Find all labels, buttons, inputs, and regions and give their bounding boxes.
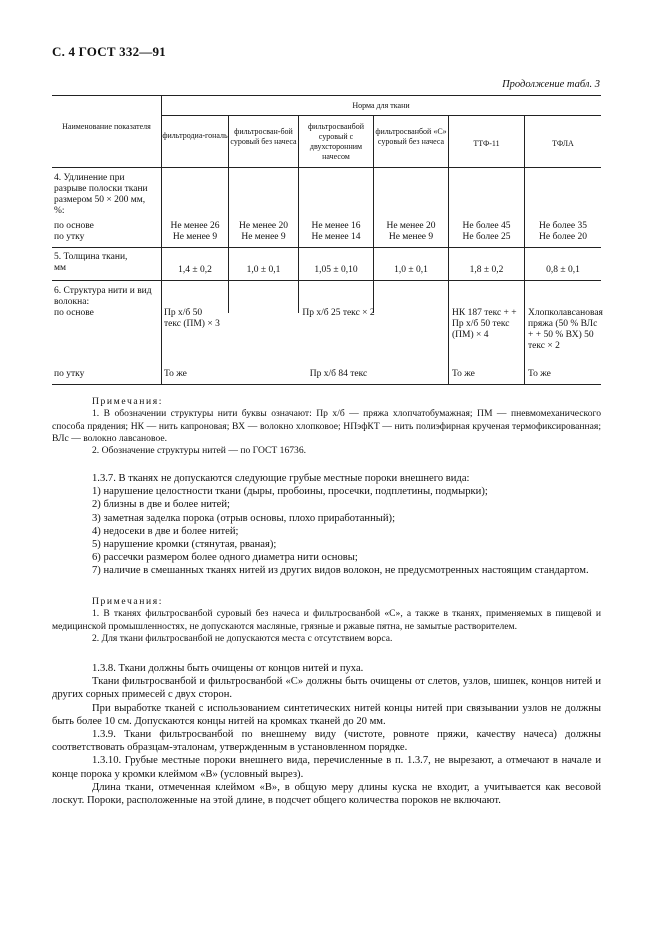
row4-sub-utok: по утку [54, 232, 85, 242]
notes-block-2 [52, 596, 601, 645]
section-intro: 1.3.7. В тканях не допускаются следующие грубые местные пороки внешнего вида: [92, 473, 470, 484]
list-item: 7) наличие в смешанных тканях нитей из других видов волокон, не предусмотренных настоящим стандартом. [92, 565, 589, 577]
row6-sub-utok: по утку [54, 369, 85, 379]
row4-utok-5: Не более 25 [462, 232, 511, 242]
note-item: 1. В обозначении структуры нити буквы означают: Пр х/б — пряжа хлопчатобумажная; ПМ — пневмомеханического способа прядения; НК — нить капроновая; ВХ — волокно хлопковое; НПэфКТ — нить полиэфирная крученая термофиксированная; ВЛс — волокно лавсановое. [52, 408, 601, 444]
paragraph: Ткани фильтросванбой и фильтросванбой «С» должны быть очищены от слетов, узлов, шишек, концов нитей и других сорных примесей с двух сторон. [52, 676, 601, 701]
row5-name: 5. Толщина ткани, мм [54, 252, 128, 273]
row4-osnova-1: Не менее 26 [170, 221, 220, 231]
row6-sub-osnova: по основе [54, 308, 94, 318]
table-continuation-label: Продолжение табл. 3 [502, 79, 600, 90]
list-item: 6) рассечки размером более одного диаметра нити основы; [92, 552, 358, 564]
list-item: 2) близны в две и более нитей; [92, 499, 230, 511]
row6-utok-5: То же [452, 369, 475, 379]
fabric-header-2: фильтросван-бой суровый без начеса [230, 127, 297, 146]
row4-osnova-6: Не более 35 [539, 221, 587, 231]
paragraph: 1.3.8. Ткани должны быть очищены от концов нитей и пуха. [92, 663, 364, 674]
note-item: 1. В тканях фильтросванбой суровый без начеса и фильтросванбой «С», а также в тканях, применяемых в пищевой и медицинской промышленностях, не допускаются масляные, грязные и ржавые пятна, не замытые растворителем. [52, 608, 601, 632]
row6-utok-merged: Пр х/б 84 текс [309, 369, 368, 379]
row6-osnova-6: Хлопколавсановая пряжа (50 % ВЛс + + 50 % ВХ) 50 текс × 2 [528, 308, 603, 351]
row4-osnova-4: Не менее 20 [386, 221, 436, 231]
row6-osnova-5: НК 187 текс + + Пр х/б 50 текс (ПМ) × 4 [452, 308, 517, 340]
row4-osnova-5: Не более 45 [462, 221, 511, 231]
row4-utok-3: Не менее 14 [311, 232, 361, 242]
row5-value-1: 1,4 ± 0,2 [178, 265, 212, 275]
section-1-3-7 [52, 472, 601, 578]
row6-osnova-1: Пр х/б 50 текс (ПМ) × 3 [164, 308, 220, 329]
row6-utok-1: То же [164, 369, 187, 379]
paragraph: Длина ткани, отмеченная клеймом «В», в общую меру длины куска не входит, а учитывается как весовой лоскут. Пороки, расположенные на этой длине, в подсчет общего количества пороков не включают. [52, 781, 601, 807]
paragraph: 1.3.9. Ткани фильтросванбой по внешнему виду (чистоте, ровноте пряжи, качеству начеса) должны соответствовать образцам-эталонам, утвержденным в установленном порядке. [52, 729, 601, 754]
paragraph: 1.3.10. Грубые местные пороки внешнего вида, перечисленные в п. 1.3.7, не вырезают, а отмечают в начале и конце порока у кромки клеймом «В» (условный вырез). [52, 755, 601, 780]
row5-value-5: 1,8 ± 0,2 [469, 265, 504, 275]
row6-utok-6: То же [528, 369, 551, 379]
row6-name: 6. Структура нити и вид волокна: [54, 286, 152, 307]
fabric-header-5: ТТФ-11 [473, 139, 500, 148]
row4-osnova-3: Не менее 16 [311, 221, 361, 231]
notes-title: Примечания: [92, 396, 163, 407]
row4-name: 4. Удлинение при разрыве полоски ткани размером 50 × 200 мм, %: [54, 173, 148, 216]
row4-sub-osnova: по основе [54, 221, 94, 231]
paragraph: При выработке тканей с использованием синтетических нитей концы нитей при связывании узлов не должны быть более 10 см. Допускаются концы нитей на кромках тканей до 20 мм. [52, 702, 601, 727]
row5-value-4: 1,0 ± 0,1 [394, 265, 428, 275]
list-item: 5) нарушение кромки (стянутая, рваная); [92, 539, 277, 551]
notes-block-1 [52, 396, 601, 457]
list-item: 3) заметная заделка порока (отрыв основы, плохо приработанный); [92, 512, 396, 524]
note-item: 2. Обозначение структуры нитей — по ГОСТ 16736. [92, 445, 307, 457]
fabric-header-6: ТФЛА [552, 139, 574, 148]
row4-utok-4: Не менее 9 [388, 232, 434, 242]
list-item: 1) нарушение целостности ткани (дыры, пробоины, просечки, подплетины, подмырки); [92, 486, 488, 498]
row4-utok-1: Не менее 9 [172, 232, 218, 242]
notes-title: Примечания: [92, 596, 163, 607]
list-item: 4) недосеки в две и более нитей; [92, 525, 239, 537]
row4-utok-2: Не менее 9 [241, 232, 286, 242]
row5-value-6: 0,8 ± 0,1 [546, 265, 580, 275]
fabric-header-4: фильтросванбой «С» суровый без начеса [375, 127, 447, 146]
page-header: С. 4 ГОСТ 332—91 [52, 44, 166, 59]
column-header-name: Наименование показателя [62, 122, 151, 131]
row6-osnova-merged: Пр х/б 25 текс × 2 [302, 308, 375, 318]
row5-value-3: 1,05 ± 0,10 [314, 265, 358, 275]
section-paragraphs [52, 662, 601, 807]
row4-osnova-2: Не менее 20 [238, 221, 289, 231]
note-item: 2. Для ткани фильтросванбой не допускаются места с отсутствием ворса. [92, 632, 393, 644]
norm-header: Норма для ткани [352, 101, 410, 110]
fabric-header-1: фильтродиа-гональ [162, 131, 228, 140]
fabric-header-3: фильтросванбой суровый с двухсторонним начесом [308, 122, 364, 161]
row5-value-2: 1,0 ± 0,1 [246, 265, 281, 275]
row4-utok-6: Не более 20 [539, 232, 587, 242]
